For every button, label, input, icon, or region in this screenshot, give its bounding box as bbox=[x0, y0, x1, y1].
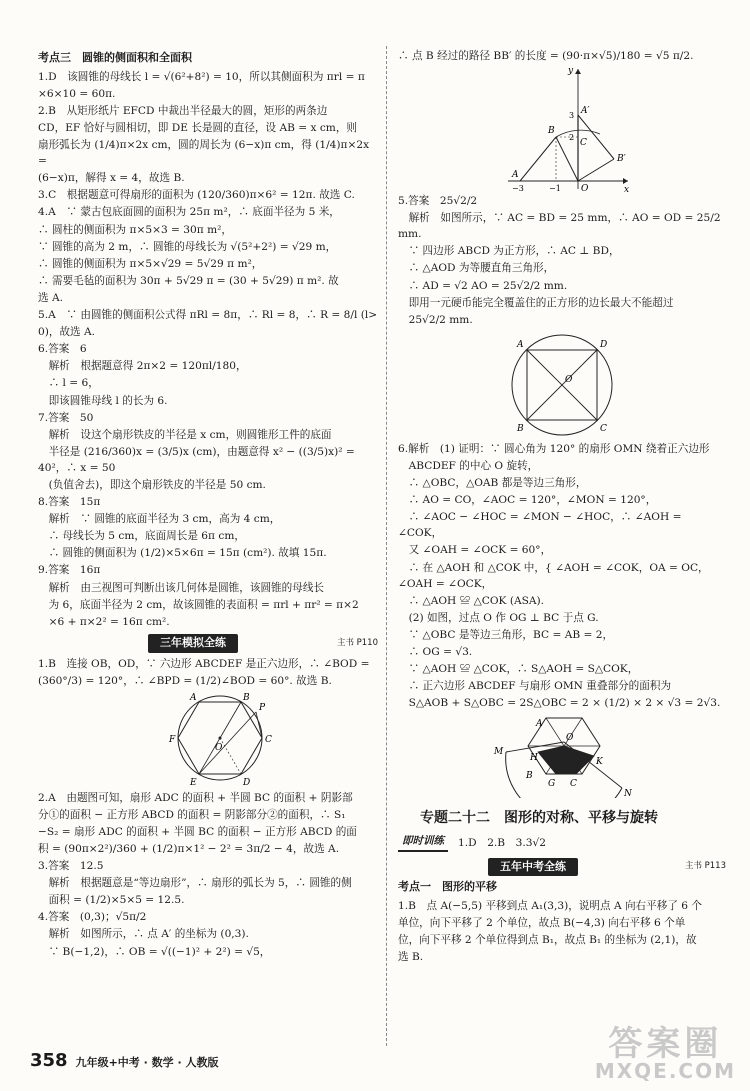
answer-line: 位，向下平移 2 个单位得到点 B₁，故点 B₁ 的坐标为 (2,1)，故 bbox=[398, 934, 697, 947]
answer-line: 5.A ∵ 由圆锥的侧面积公式得 πRl = 8π，∴ Rl = 8，∴ R = 8/l (l> bbox=[38, 309, 378, 322]
answer-line: 为 6，底面半径为 2 cm，故该圆锥的表面积 = πrl + πr² = π×2 bbox=[38, 598, 359, 611]
fig2-label-o: O bbox=[581, 184, 589, 194]
hexagon-circle-figure bbox=[38, 690, 378, 790]
answer-line: 2.B 从矩形纸片 EFCD 中裁出半径最大的圆，矩形的两条边 bbox=[38, 104, 328, 117]
watermark-line1: 答案圈 bbox=[608, 1024, 723, 1064]
fig4-label-m: M bbox=[494, 747, 504, 758]
answer-line: 半径是 (216/360)x = (3/5)x (cm)，由题意得 x² − ((3/5)x)² = 40²，∴ x = 50 bbox=[38, 445, 355, 474]
answer-line: 即该圆锥母线 l 的长为 6. bbox=[38, 394, 168, 407]
answers-block-a bbox=[38, 69, 378, 630]
answer-line: ∵ 圆锥的高为 2 m，∴ 圆锥的母线长为 √(5²+2²) = √29 m， bbox=[38, 240, 337, 253]
fig4-label-k: K bbox=[596, 757, 603, 768]
answer-line: ∴ △AOD 为等腰直角三角形， bbox=[398, 262, 555, 275]
column-divider bbox=[386, 46, 387, 1046]
answer-line: ∴ 在 △AOH 和 △COK 中，{ ∠AOH = ∠COK，OA = OC，∠OAH = ∠OCK， bbox=[398, 561, 709, 590]
answer-line: 3.C 根据题意可得扇形的面积为 (120/360)π×6² = 12π. 故选 C. bbox=[38, 189, 355, 202]
answer-line: 解析 如图所示，∵ AC = BD = 25 mm，∴ AO = OD = 25/2 mm. bbox=[398, 212, 721, 241]
fig4-label-h: H bbox=[530, 753, 538, 764]
answer-line: 分①的面积 − 正方形 ABCD 的面积 = 阴影部分②的面积，∴ S₁ bbox=[38, 808, 346, 821]
fig4-label-n: N bbox=[624, 789, 632, 799]
answer-line: ∴ 正六边形 ABCDEF 与扇形 OMN 重叠部分的面积为 bbox=[398, 680, 672, 693]
fig2-tick-2: 2 bbox=[569, 133, 575, 143]
fig2-tick-neg1: −1 bbox=[549, 184, 561, 194]
answer-line: ∴ AO = CO，∠AOC = 120°，∠MON = 120°， bbox=[398, 494, 657, 507]
answer-line: −S₂ = 扇形 ADC 的面积 + 半圆 BC 的面积 − 正方形 ABCD 的面 bbox=[38, 825, 357, 838]
page-number: 358 bbox=[30, 1050, 68, 1071]
fig3-label-o: O bbox=[565, 374, 573, 385]
section-banner: 三年模拟全练 bbox=[148, 634, 238, 653]
watermark-line2: MXQE.COM bbox=[594, 1059, 736, 1083]
answer-line: S△AOB + S△OBC = 2S△OBC = 2 × (1/2) × 2 × √3 = 2√3. bbox=[398, 697, 721, 710]
answer-line: ∴ l = 6， bbox=[38, 377, 99, 390]
answer-line: 9.答案 16π bbox=[38, 564, 101, 577]
answer-line: ∴ OG = √3. bbox=[398, 645, 473, 658]
answer-line: 积 = (90π×2²)/360 + (1/2)π×1² − 2² = 3π/2 − 4，故选 A. bbox=[38, 843, 340, 855]
answer-line: 解析 由三视图可判断出该几何体是圆锥，该圆锥的母线长 bbox=[38, 581, 325, 594]
watermark bbox=[595, 1016, 736, 1083]
fig3-label-c: C bbox=[600, 423, 607, 434]
section-banner: 五年中考全练 bbox=[488, 858, 578, 877]
answer-line: ∴ △OBC，△OAB 都是等边三角形， bbox=[398, 477, 587, 490]
answer-line: 1.B 连接 OB，OD，∵ 六边形 ABCDEF 是正六边形，∴ ∠BOD = bbox=[38, 657, 370, 670]
coordinate-rotation-figure bbox=[398, 65, 726, 193]
answer-line: 4.答案 (0,3)；√5π/2 bbox=[38, 911, 147, 924]
topic-title: 专题二十二 图形的对称、平移与旋转 bbox=[420, 810, 658, 827]
answer-line: ∵ 四边形 ABCD 为正方形，∴ AC ⊥ BD， bbox=[398, 245, 620, 258]
answer-line: 25√2/2 mm. bbox=[398, 313, 473, 326]
fig2-label-y: y bbox=[568, 66, 574, 77]
answer-line: 2.A 由题图可知，扇形 ADC 的面积 + 半圆 BC 的面积 + 阴影部 bbox=[38, 791, 353, 804]
answer-line: 解析 根据题意得 2π×2 = 120πl/180， bbox=[38, 360, 247, 373]
answer-line: 又 ∠OAH = ∠OCK = 60°， bbox=[398, 544, 552, 557]
answer-line: ∵ △AOH ≌ △COK，∴ S△AOH = S△COK， bbox=[398, 663, 639, 676]
answer-line: ∴ 圆柱的侧面积为 π×5×3 = 30π m²， bbox=[38, 223, 232, 236]
fig1-label-d: D bbox=[243, 777, 251, 788]
answer-line: (负值舍去)，即这个扇形铁皮的半径是 50 cm. bbox=[38, 478, 266, 491]
answer-line: ×6×10 = 60π. bbox=[38, 87, 116, 100]
answer-line: 解析 如图所示，∴ 点 A′ 的坐标为 (0,3). bbox=[38, 928, 249, 941]
fig1-label-o: O bbox=[215, 742, 223, 753]
section-heading: 考点一 图形的平移 bbox=[398, 880, 497, 894]
answer-line: ∴ 圆锥的侧面积为 π×5×√29 = 5√29 π m²， bbox=[38, 257, 263, 270]
answer-line: ×6 + π×2² = 16π cm². bbox=[38, 615, 170, 628]
answer-line: 1.B 点 A(−5,5) 平移到点 A₁(3,3)，说明点 A 向右平移了 6 个 bbox=[398, 900, 703, 912]
hexagon-sector-figure bbox=[398, 712, 726, 798]
fig4-label-o: O bbox=[566, 733, 574, 744]
right-column bbox=[398, 48, 726, 966]
fig2-tick-3: 3 bbox=[569, 111, 575, 121]
fig4-label-a: A bbox=[536, 719, 543, 730]
fig2-tick-neg3: −3 bbox=[512, 184, 524, 194]
fig2-label-aprime: A′ bbox=[581, 106, 590, 117]
instant-training-tag: 即时训练 bbox=[398, 834, 448, 852]
answer-line: ∴ 需要毛毡的面积为 30π + 5√29 π = (30 + 5√29) π m². 故 bbox=[38, 274, 339, 287]
answer-line: 选 B. bbox=[398, 951, 424, 964]
answer-line: 4.A ∵ 蒙古包底面圆的面积为 25π m²，∴ 底面半径为 5 米， bbox=[38, 206, 340, 219]
book-title: 九年级+中考 · 数学 · 人教版 bbox=[75, 1056, 219, 1069]
fig2-label-bprime: B′ bbox=[617, 154, 626, 165]
fig1-label-b: B bbox=[243, 692, 250, 703]
answer-line: 即用一元硬币能完全覆盖住的正方形的边长最大不能超过 bbox=[398, 296, 674, 309]
fig1-label-p: P bbox=[259, 702, 266, 713]
instant-training-answers: 1.D 2.B 3.3√2 bbox=[458, 836, 547, 849]
fig1-label-c: C bbox=[265, 734, 272, 745]
answer-line: CD，EF 恰好与圆相切，即 DE 长是圆的直径，设 AB = x cm，则 bbox=[38, 122, 358, 134]
answer-line: ∵ △OBC 是等边三角形，BC = AB = 2， bbox=[398, 628, 614, 641]
fig4-label-g: G bbox=[548, 779, 556, 790]
answer-line: 解析 设这个扇形铁皮的半径是 x cm，则圆锥形工件的底面 bbox=[38, 428, 332, 441]
answer-line: 6.解析 (1) 证明：∵ 圆心角为 120° 的扇形 OMN 绕着正六边形 bbox=[398, 442, 710, 455]
fig3-label-d: D bbox=[600, 339, 608, 350]
answer-line: ∵ B(−1,2)，∴ OB = √((−1)² + 2²) = √5， bbox=[38, 945, 271, 958]
answer-line: (2) 如图，过点 O 作 OG ⊥ BC 于点 G. bbox=[398, 611, 599, 624]
fig3-label-a: A bbox=[517, 339, 524, 350]
answer-line: ∴ 点 B 经过的路径 BB′ 的长度 = (90·π×√5)/180 = √5 π/2. bbox=[398, 50, 694, 62]
page-footer bbox=[30, 1050, 218, 1071]
answer-line: 单位，向下平移了 2 个单位，故点 B(−4,3) 向右平移 6 个单 bbox=[398, 917, 686, 930]
fig4-label-c: C bbox=[570, 779, 577, 790]
answer-line: 扇形弧长为 (1/4)π×2x cm，圆的周长为 (6−x)π cm，得 (1/4)π×2x = bbox=[38, 139, 370, 168]
book-reference: 主书 P110 bbox=[336, 637, 378, 648]
fig1-label-e: E bbox=[190, 777, 197, 788]
answer-line: 0)，故选 A. bbox=[38, 326, 96, 339]
section-heading: 考点三 圆锥的侧面积和全面积 bbox=[38, 51, 192, 64]
answer-line: 6.答案 6 bbox=[38, 343, 87, 356]
answer-line: ABCDEF 的中心 O 旋转， bbox=[398, 459, 539, 472]
answers-block-c bbox=[398, 441, 726, 712]
fig1-label-f: F bbox=[169, 734, 176, 745]
fig2-label-a: A bbox=[512, 170, 519, 181]
fig2-label-b: B bbox=[548, 126, 555, 137]
answer-line: 1.D 该圆锥的母线长 l = √(6²+8²) = 10，所以其侧面积为 πrl = π bbox=[38, 70, 365, 83]
answer-line: ∴ ∠AOC − ∠HOC = ∠MON − ∠HOC，∴ ∠AOH = ∠COK， bbox=[398, 511, 682, 540]
fig3-label-b: B bbox=[517, 423, 524, 434]
fig2-label-c: C bbox=[580, 138, 587, 149]
answer-line: 8.答案 15π bbox=[38, 496, 101, 509]
book-reference: 主书 P113 bbox=[684, 861, 726, 872]
answer-line: 解析 根据题意是“等边扇形”，∴ 扇形的弧长为 5，∴ 圆锥的侧 bbox=[38, 877, 352, 890]
answer-line: (6−x)π，解得 x = 4，故选 B. bbox=[38, 172, 185, 185]
answer-line: 解析 ∵ 圆锥的底面半径为 3 cm，高为 4 cm， bbox=[38, 513, 281, 526]
instant-training-row bbox=[398, 834, 726, 852]
answers-block-b bbox=[398, 193, 726, 328]
answer-line: ∴ 圆锥的侧面积为 (1/2)×5×6π = 15π (cm²). 故填 15π. bbox=[38, 547, 327, 560]
answer-line: ∴ △AOH ≌ △COK (ASA). bbox=[398, 594, 545, 607]
answer-line: (360°/3) = 120°，∴ ∠BPD = (1/2)∠BOD = 60°. 故选 B. bbox=[38, 674, 332, 687]
answer-line: ∴ AD = √2 AO = 25√2/2 mm. bbox=[398, 279, 568, 292]
answer-line: 7.答案 50 bbox=[38, 411, 94, 424]
coin-square-figure bbox=[398, 329, 726, 441]
banner-row bbox=[38, 634, 378, 653]
fig2-label-x: x bbox=[624, 185, 630, 194]
answer-line: ∴ 母线长为 5 cm，底面周长是 6π cm， bbox=[38, 530, 245, 543]
answer-line: 5.答案 25√2/2 bbox=[398, 195, 478, 208]
left-column bbox=[38, 48, 378, 961]
fig1-label-a: A bbox=[190, 692, 197, 703]
answer-line: 面积 = (1/2)×5×5 = 12.5. bbox=[38, 894, 185, 907]
banner-row bbox=[398, 858, 726, 877]
answer-line: 3.答案 12.5 bbox=[38, 860, 104, 873]
fig4-label-b: B bbox=[526, 771, 533, 782]
answers-block-c bbox=[38, 790, 378, 960]
answer-line: 选 A. bbox=[38, 291, 63, 304]
